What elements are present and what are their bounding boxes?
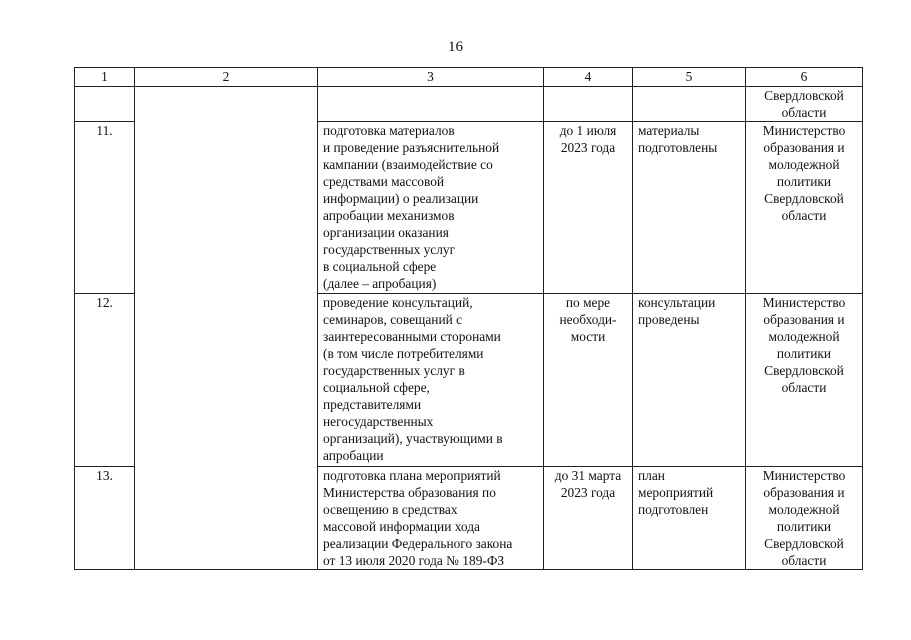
row-number: 11. bbox=[75, 122, 135, 294]
deadline-cell bbox=[544, 87, 633, 122]
executor-line: области bbox=[781, 553, 827, 568]
event-line: заинтересованными сторонами bbox=[323, 329, 501, 344]
executor-line: Министерство bbox=[762, 295, 846, 310]
event-line: Министерства образования по bbox=[323, 485, 496, 500]
deadline-cell bbox=[544, 122, 633, 294]
plan-table bbox=[74, 67, 863, 570]
event-line: информации) о реализации bbox=[323, 191, 479, 206]
column-number-6: 6 bbox=[746, 68, 863, 87]
event-line: массовой информации хода bbox=[323, 519, 480, 534]
executor-line: политики bbox=[776, 174, 832, 189]
executor-line: политики bbox=[776, 519, 832, 534]
deadline-line: по мере bbox=[565, 295, 611, 310]
page-number: 16 bbox=[448, 39, 463, 55]
executor-line: молодежной bbox=[768, 502, 840, 517]
executor-line: области bbox=[781, 380, 827, 395]
deadline-line: мости bbox=[570, 329, 606, 344]
result-cell bbox=[633, 87, 746, 122]
event-line: и проведение разъяснительной bbox=[323, 140, 500, 155]
event-line: апробации bbox=[323, 448, 384, 463]
executor-line: образования и bbox=[763, 140, 845, 155]
deadline-cell bbox=[544, 467, 633, 570]
event-line: государственных услуг bbox=[323, 242, 456, 257]
result-line: консультации bbox=[638, 295, 716, 310]
result-line: подготовлены bbox=[638, 140, 718, 155]
column-number-4: 4 bbox=[544, 68, 633, 87]
event-cell bbox=[318, 294, 544, 467]
event-line: семинаров, совещаний с bbox=[323, 312, 463, 327]
event-line: средствами массовой bbox=[323, 174, 445, 189]
event-line: кампании (взаимодействие со bbox=[323, 157, 493, 172]
event-line: подготовка материалов bbox=[323, 123, 455, 138]
event-cell bbox=[318, 467, 544, 570]
executor-cell bbox=[746, 294, 863, 467]
event-line: реализации Федерального закона bbox=[323, 536, 513, 551]
result-cell bbox=[633, 122, 746, 294]
column-number-2: 2 bbox=[135, 68, 318, 87]
executor-line: Свердловской bbox=[764, 88, 844, 103]
executor-line: молодежной bbox=[768, 329, 840, 344]
event-line: освещению в средствах bbox=[323, 502, 458, 517]
event-line: организаций), участвующими в bbox=[323, 431, 503, 446]
deadline-cell bbox=[544, 294, 633, 467]
deadline-line: до 31 марта bbox=[554, 468, 622, 483]
num-cell bbox=[75, 87, 135, 122]
executor-line: Свердловской bbox=[764, 191, 844, 206]
result-line: проведены bbox=[638, 312, 700, 327]
result-line: план bbox=[638, 468, 665, 483]
row-number: 12. bbox=[75, 294, 135, 467]
result-cell bbox=[633, 467, 746, 570]
executor-line: Свердловской bbox=[764, 363, 844, 378]
event-line: представителями bbox=[323, 397, 422, 412]
event-line: негосударственных bbox=[323, 414, 434, 429]
table-row-continuation bbox=[75, 87, 863, 122]
executor-line: Министерство bbox=[762, 468, 846, 483]
executor-line: Свердловской bbox=[764, 536, 844, 551]
event-line: от 13 июля 2020 года № 189-ФЗ bbox=[323, 553, 505, 568]
executor-line: образования и bbox=[763, 485, 845, 500]
executor-cell bbox=[746, 467, 863, 570]
event-line: социальной сфере, bbox=[323, 380, 430, 395]
result-line: материалы bbox=[638, 123, 700, 138]
deadline-line: необходи- bbox=[559, 312, 617, 327]
event-line: государственных услуг в bbox=[323, 363, 465, 378]
event-line: проведение консультаций, bbox=[323, 295, 473, 310]
event-line: апробации механизмов bbox=[323, 208, 455, 223]
result-cell bbox=[633, 294, 746, 467]
result-line: мероприятий bbox=[638, 485, 714, 500]
event-line: подготовка плана мероприятий bbox=[323, 468, 501, 483]
row-number: 13. bbox=[75, 467, 135, 570]
result-line: подготовлен bbox=[638, 502, 709, 517]
event-line: (далее – апробация) bbox=[323, 276, 437, 291]
executor-cell bbox=[746, 122, 863, 294]
executor-line: молодежной bbox=[768, 157, 840, 172]
event-line: организации оказания bbox=[323, 225, 449, 240]
executor-line: области bbox=[781, 208, 827, 223]
column-number-row bbox=[75, 68, 863, 87]
task-cell-merged bbox=[135, 87, 318, 570]
event-cell bbox=[318, 122, 544, 294]
column-number-3: 3 bbox=[318, 68, 544, 87]
event-line: в социальной сфере bbox=[323, 259, 437, 274]
executor-line: образования и bbox=[763, 312, 845, 327]
column-number-1: 1 bbox=[75, 68, 135, 87]
event-cell bbox=[318, 87, 544, 122]
executor-cell bbox=[746, 87, 863, 122]
deadline-line: до 1 июля bbox=[559, 123, 617, 138]
deadline-line: 2023 года bbox=[560, 485, 616, 500]
deadline-line: 2023 года bbox=[560, 140, 616, 155]
executor-line: Министерство bbox=[762, 123, 846, 138]
executor-line: политики bbox=[776, 346, 832, 361]
executor-line: области bbox=[781, 105, 827, 120]
event-line: (в том числе потребителями bbox=[323, 346, 484, 361]
column-number-5: 5 bbox=[633, 68, 746, 87]
